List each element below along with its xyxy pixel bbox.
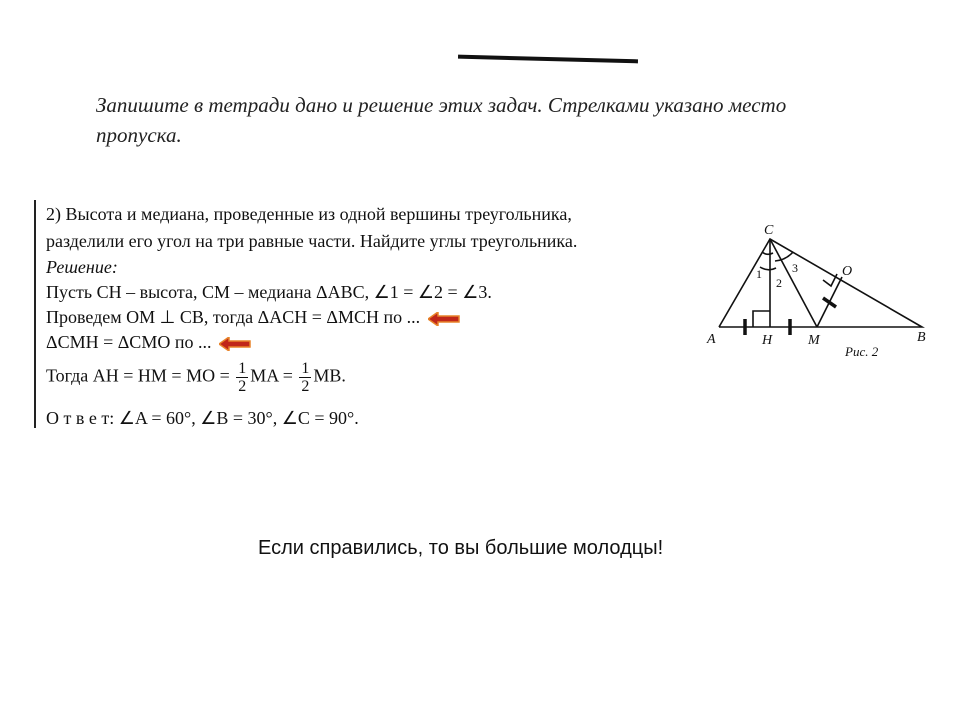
label-angle-2: 2 — [776, 276, 782, 290]
label-a: A — [707, 332, 716, 347]
label-c: C — [764, 223, 774, 238]
problem-line: разделили его угол на три равные части. Найдите углы треугольника. — [46, 231, 578, 251]
problem-line-text: Проведем OM ⊥ CB, тогда ΔACH = ΔMCH по ... — [46, 307, 421, 327]
problem-line — [46, 332, 251, 353]
arrow-left-icon — [219, 337, 251, 351]
label-angle-1: 1 — [756, 267, 762, 281]
closing-text: Если справились, то вы большие молодцы! — [258, 537, 664, 559]
eq-part: Тогда AH = HM = MO = — [46, 365, 230, 386]
problem-line — [46, 307, 460, 328]
arrow-left-icon — [428, 312, 460, 326]
figure-caption: Рис. 2 — [845, 344, 879, 359]
instruction-text: Запишите в тетради дано и решение этих задач. Стрелками указано место пропуска. — [96, 93, 787, 147]
eq-part: MB. — [313, 365, 346, 386]
problem-line-text: ΔCMH = ΔCMO по ... — [46, 332, 212, 352]
problem-line: 2) Высота и медиана, проведенные из одной вершины треугольника, — [46, 204, 572, 224]
label-h: H — [762, 333, 773, 348]
label-o: O — [842, 264, 853, 279]
triangle-figure — [690, 210, 950, 370]
label-m: M — [808, 333, 820, 348]
fraction — [236, 360, 248, 395]
denominator: 2 — [301, 378, 310, 395]
label-b: B — [917, 330, 926, 345]
denominator: 2 — [238, 378, 247, 395]
eq-part: MA = — [250, 365, 293, 386]
answer-line: О т в е т: ∠A = 60°, ∠B = 30°, ∠C = 90°. — [46, 408, 359, 428]
numerator: 1 — [301, 360, 310, 377]
solution-label: Решение: — [46, 257, 118, 277]
problem-scan — [34, 200, 636, 428]
numerator: 1 — [238, 360, 247, 377]
label-angle-3: 3 — [792, 261, 798, 275]
problem-line: Пусть CH – высота, CM – медиана ΔABC, ∠1 = ∠2 = ∠3. — [46, 282, 492, 302]
decorative-bar — [458, 55, 638, 64]
problem-line — [46, 360, 346, 395]
fraction — [299, 360, 311, 395]
